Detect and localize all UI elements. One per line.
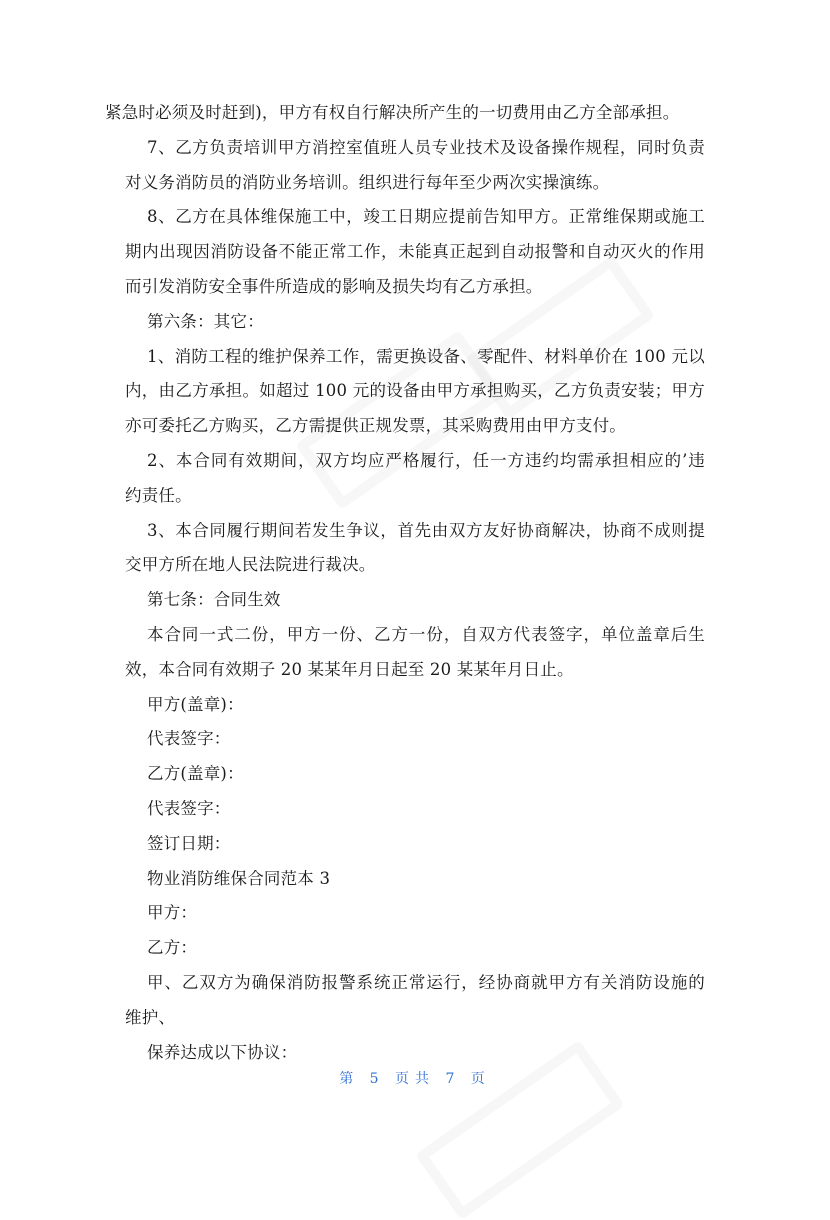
signature-field: 乙方(盖章)： (147, 764, 244, 784)
signature-field: 甲方(盖章)： (147, 694, 244, 714)
text-line: 对义务消防员的消防业务培训。组织进行每年至少两次实操演练。 (125, 172, 610, 192)
section-heading: 第七条：合同生效 (147, 590, 281, 610)
page-number: 第 5 页共 7 页 (339, 1071, 491, 1087)
text-line: 紧急时必须及时赶到)，甲方有权自行解决所产生的一切费用由乙方全部承担。 (105, 103, 680, 122)
document-subtitle: 物业消防维保合同范本 3 (147, 868, 331, 888)
text-line: 本合同一式二份，甲方一份、乙方一份，自双方代表签字，单位盖章后生 (147, 624, 705, 644)
text-line: 效，本合同有效期子 20 某某年月日起至 20 某某年月日止。 (125, 659, 574, 679)
text-line: 而引发消防安全事件所造成的影响及损失均有乙方承担。 (125, 276, 543, 296)
text-line: 保养达成以下协议： (147, 1042, 298, 1062)
text-line: 约责任。 (125, 485, 192, 505)
text-line: 1、消防工程的维护保养工作，需更换设备、零配件、材料单价在 100 元以 (147, 346, 705, 366)
text-line: 7、乙方负责培训甲方消控室值班人员专业技术及设备操作规程，同时负责 (147, 137, 705, 157)
section-heading: 第六条：其它： (147, 311, 264, 331)
text-line: 3、本合同履行期间若发生争议，首先由双方友好协商解决，协商不成则提 (147, 520, 705, 540)
text-line: 8、乙方在具体维保施工中，竣工日期应提前告知甲方。正常维保期或施工 (147, 207, 705, 227)
text-line: 内，由乙方承担。如超过 100 元的设备由甲方承担购买，乙方负责安装；甲方 (125, 381, 705, 401)
signature-field: 签订日期： (147, 833, 231, 853)
document-body (105, 96, 705, 1070)
text-line: 维护、 (125, 1007, 176, 1027)
signature-field: 代表签字： (147, 798, 231, 818)
text-line: 亦可委托乙方购买，乙方需提供正规发票，其采购费用由甲方支付。 (125, 416, 626, 436)
party-field: 甲方： (147, 903, 198, 923)
text-line: 甲、乙双方为确保消防报警系统正常运行，经协商就甲方有关消防设施的 (147, 972, 705, 992)
text-line: 交甲方所在地人民法院进行裁决。 (125, 555, 376, 575)
text-line: 2、本合同有效期间，双方均应严格履行，任一方违约均需承担相应的’违 (147, 450, 705, 470)
party-field: 乙方： (147, 938, 198, 958)
signature-field: 代表签字： (147, 729, 231, 749)
text-line: 期内出现因消防设备不能正常工作，未能真正起到自动报警和自动灭火的作用 (125, 242, 705, 262)
